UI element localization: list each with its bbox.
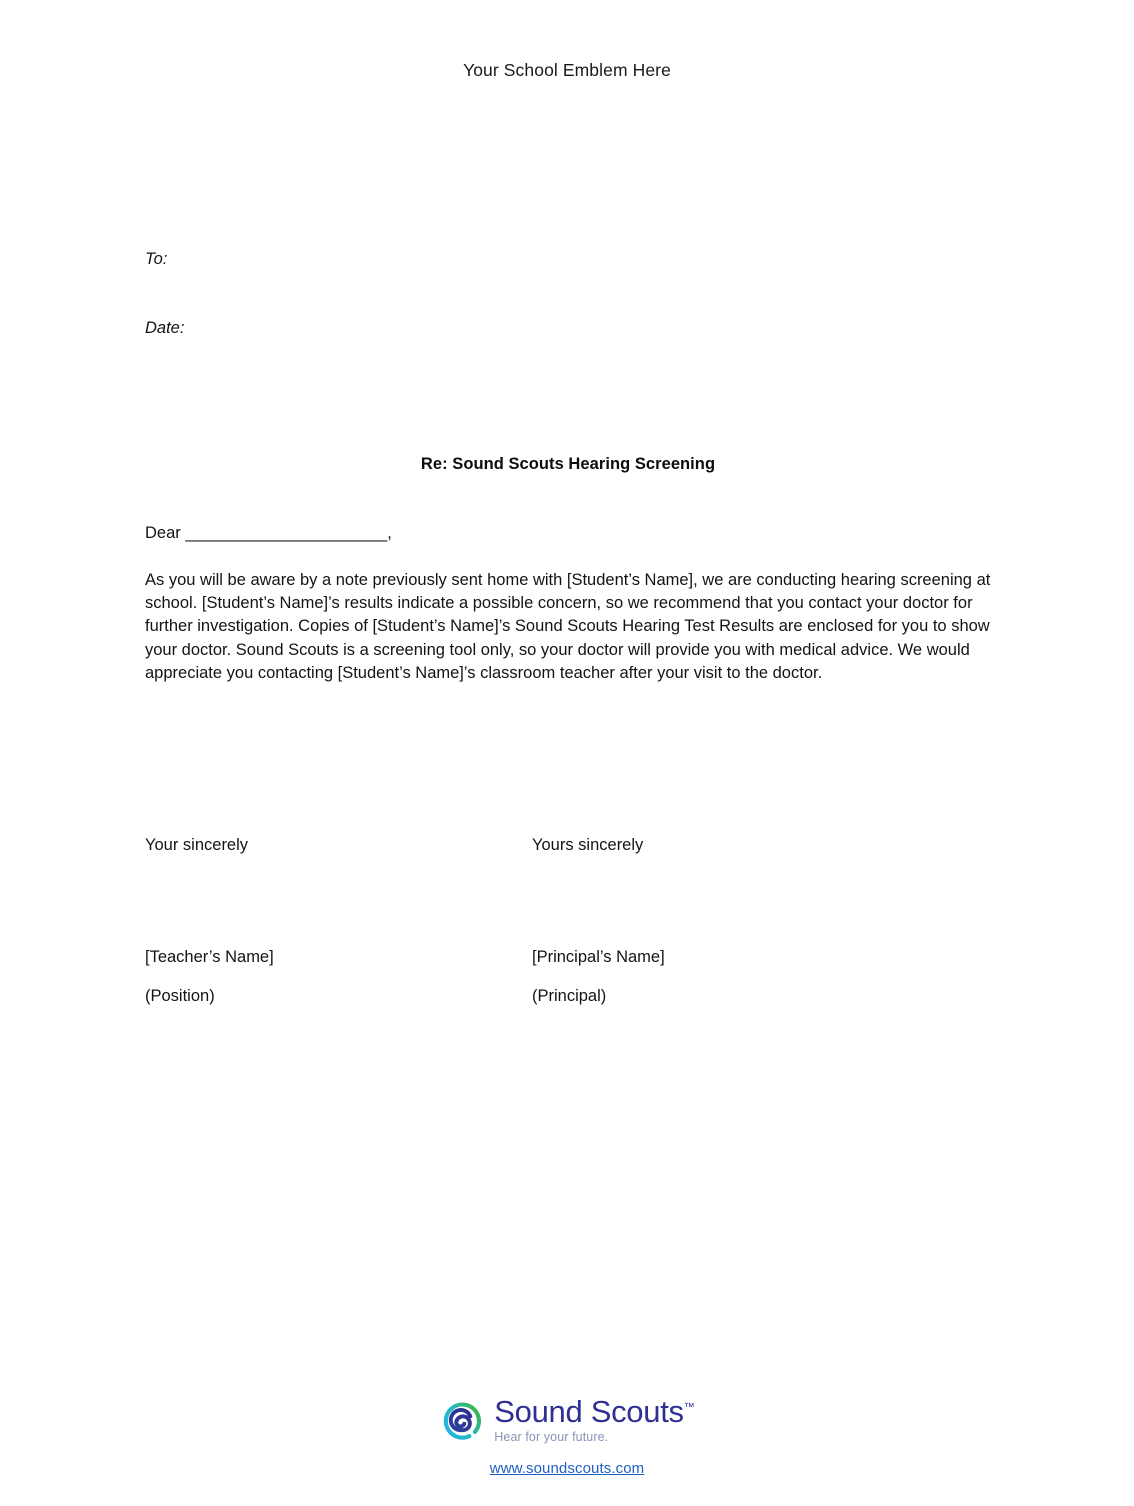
footer [0,1396,1134,1477]
logo-wordmark-text: Sound Scouts [494,1394,684,1429]
website-link[interactable]: www.soundscouts.com [489,1459,645,1477]
logo-tagline: Hear for your future. [494,1430,609,1444]
logo-text-block [494,1396,694,1444]
signer-name-right: [Principal’s Name] [532,948,665,966]
signer-role-right: (Principal) [532,987,607,1005]
signer-role-left: (Position) [145,987,215,1005]
logo-wordmark [494,1396,694,1427]
closing-left: Your sincerely [145,836,249,854]
date-field-label: Date: [145,319,185,337]
salutation-line: Dear ______________________, [145,524,392,542]
closing-right: Yours sincerely [532,836,644,854]
trademark-symbol: ™ [683,1401,695,1414]
sound-scouts-spiral-logo-icon [439,1397,485,1443]
body-paragraph: As you will be aware by a note previously sent home with [Student’s Name], we are conducting hearing screening at school. [Student’s Name]’s results indicate a possible concern, so we recommend that you contact your doctor for further investigation. Copies of [Student’s Name]’s Sound Scouts Hearing Test Results are enclosed for you to show your doctor. Sound Scouts is a screening tool only, so your doctor will provide you with medical advice. We would appreciate you contacting [Student’s Name]’s classroom teacher after your visit to the doctor. [145,571,991,682]
school-emblem-placeholder: Your School Emblem Here [463,60,671,80]
subject-line: Re: Sound Scouts Hearing Screening [420,455,716,473]
to-field-label: To: [145,250,168,268]
sound-scouts-logo [439,1396,694,1444]
signer-name-left: [Teacher’s Name] [145,948,274,966]
